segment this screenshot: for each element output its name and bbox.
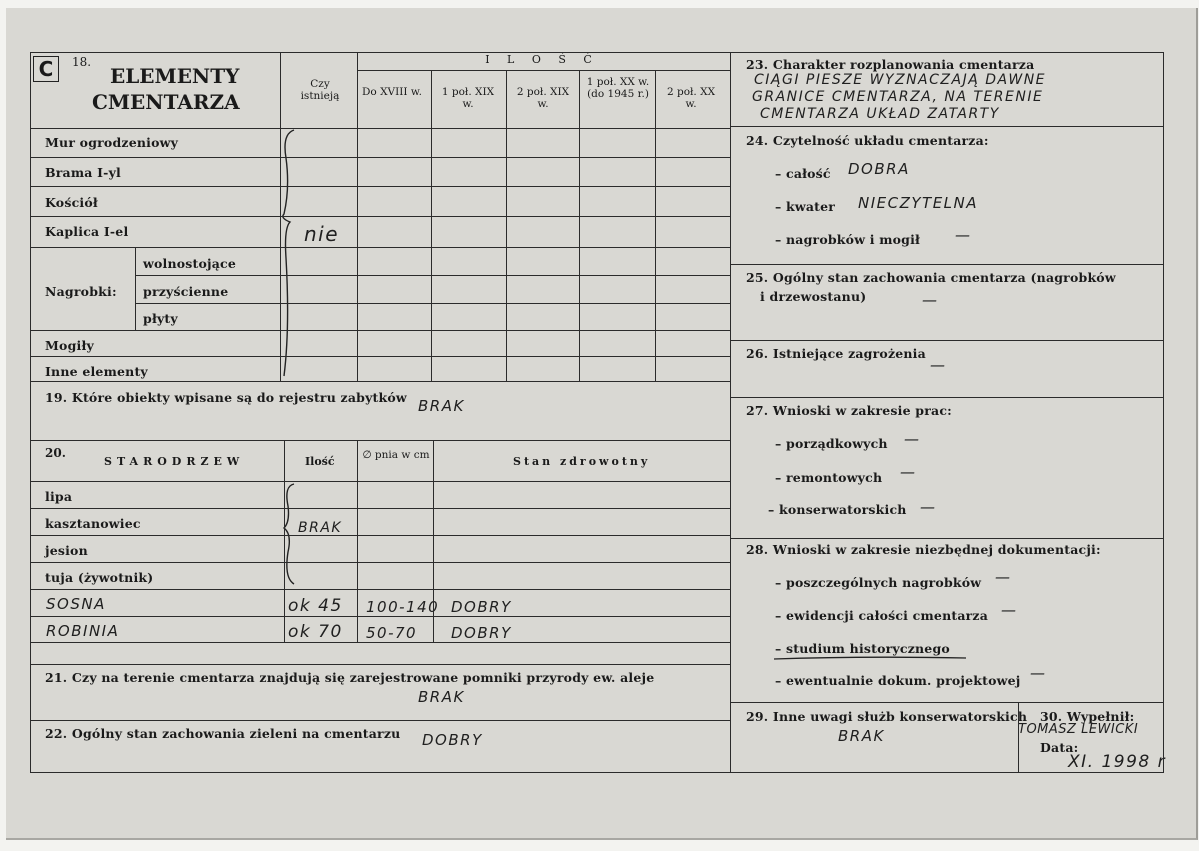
field23-line-3: CMENTARZA UKŁAD ZATARTY xyxy=(760,106,1000,122)
field28-value-projektowej: — xyxy=(1030,664,1047,682)
studium-underline xyxy=(772,654,968,662)
field28-value-nagrobkow: — xyxy=(995,568,1012,586)
field25-value: — xyxy=(922,291,939,309)
row-nagrobki-plyty: płyty xyxy=(143,311,178,326)
row-kaplica: Kaplica I-el xyxy=(45,224,129,239)
field29-value: BRAK xyxy=(838,727,885,745)
field26-value: — xyxy=(930,356,947,374)
row-mogily: Mogiły xyxy=(45,338,94,353)
field30-date: XI. 1998 r xyxy=(1068,752,1167,772)
field28-item-nagrobkow: – poszczególnych nagrobków xyxy=(775,575,982,590)
field23-line-1: CIĄGI PIESZE WYZNACZAJĄ DAWNE xyxy=(754,72,1047,88)
col-exists-header: Czy istnieją xyxy=(300,78,340,102)
field22-label: 22. Ogólny stan zachowania zieleni na cmentarzu xyxy=(45,726,401,741)
tree-lipa: lipa xyxy=(45,489,73,504)
period-col-2: 1 poł. XIX w. xyxy=(441,86,495,110)
tree-tuja: tuja (żywotnik) xyxy=(45,570,154,585)
field27-value-konserwatorskich: — xyxy=(920,498,937,516)
period-col-4: 1 poł. XX w. (do 1945 r.) xyxy=(586,76,650,100)
field27-item-porzadkowych: – porządkowych xyxy=(775,436,888,451)
field24-value-nagrobkow: — xyxy=(955,226,972,244)
field28-label: 28. Wnioski w zakresie niezbędnej dokumentacji: xyxy=(746,542,1101,557)
tree-kasztanowiec: kasztanowiec xyxy=(45,516,141,531)
field22-value: DOBRY xyxy=(422,731,483,749)
tree-row-health: DOBRY xyxy=(451,624,512,642)
field20-col-diameter: ∅ pnia w cm xyxy=(362,449,430,461)
field24-value-calosc: DOBRA xyxy=(848,160,910,178)
period-col-3: 2 poł. XIX w. xyxy=(516,86,570,110)
field30-name: TOMASZ LEWICKI xyxy=(1018,722,1139,737)
field20-col-health: Stan zdrowotny xyxy=(513,455,651,468)
row-inne: Inne elementy xyxy=(45,364,148,379)
quantity-header: I L O Ś Ć xyxy=(485,53,599,66)
tree-row-qty: ok 45 xyxy=(288,596,343,616)
field28-value-ewidencji: — xyxy=(1001,601,1018,619)
field24-item-calosc: – całość xyxy=(775,166,831,181)
row-nagrobki: Nagrobki: xyxy=(45,284,117,299)
field27-item-konserwatorskich: – konserwatorskich xyxy=(768,502,907,517)
period-col-5: 2 poł. XX w. xyxy=(666,86,716,110)
field24-value-kwater: NIECZYTELNA xyxy=(858,194,979,212)
tree-brak: BRAK xyxy=(298,520,343,536)
field21-label: 21. Czy na terenie cmentarza znajdują się zarejestrowane pomniki przyrody ew. aleje xyxy=(45,670,655,685)
tree-row-name: SOSNA xyxy=(46,595,106,613)
tree-row-diameter: 100-140 xyxy=(366,598,440,616)
tree-row-name: ROBINIA xyxy=(46,622,120,640)
field27-value-remontowych: — xyxy=(900,463,917,481)
section-c-title-1: ELEMENTY xyxy=(110,64,240,88)
field29-label: 29. Inne uwagi służb konserwatorskich xyxy=(746,709,1028,724)
field28-item-studium: – studium historycznego xyxy=(775,641,950,656)
period-col-1: Do XVIII w. xyxy=(362,86,422,98)
field24-label: 24. Czytelność układu cmentarza: xyxy=(746,133,989,148)
field30-label: 30. Wypełnił: xyxy=(1040,709,1135,724)
field28-item-ewidencji: – ewidencji całości cmentarza xyxy=(775,608,989,623)
field20-title: STARODRZEW xyxy=(104,455,245,468)
field24-item-nagrobkow: – nagrobków i mogił xyxy=(775,232,921,247)
exists-value: nie xyxy=(304,222,340,246)
field27-item-remontowych: – remontowych xyxy=(775,470,883,485)
tree-row-diameter: 50-70 xyxy=(366,624,418,642)
section-c-title-2: CMENTARZA xyxy=(92,90,240,114)
row-mur: Mur ogrodzeniowy xyxy=(45,135,179,150)
field27-label: 27. Wnioski w zakresie prac: xyxy=(746,403,952,418)
brace-mark xyxy=(280,128,310,380)
field23-label: 23. Charakter rozplanowania cmentarza xyxy=(746,57,1035,72)
field28-item-projektowej: – ewentualnie dokum. projektowej xyxy=(775,673,1021,688)
field30-date-label: Data: xyxy=(1040,740,1079,755)
section-c-badge: C xyxy=(33,56,59,82)
field26-label: 26. Istniejące zagrożenia xyxy=(746,346,926,361)
field23-line-2: GRANICE CMENTARZA, NA TERENIE xyxy=(752,89,1044,105)
row-kosciol: Kościół xyxy=(45,195,98,210)
field25-label-2: i drzewostanu) xyxy=(760,289,867,304)
field19-label: 19. Które obiekty wpisane są do rejestru zabytków xyxy=(45,390,407,405)
field19-value: BRAK xyxy=(418,397,465,415)
tree-jesion: jesion xyxy=(45,543,88,558)
field20-col-qty: Ilość xyxy=(305,455,335,468)
row-brama: Brama I-yl xyxy=(45,165,121,180)
field25-label-1: 25. Ogólny stan zachowania cmentarza (nagrobków xyxy=(746,270,1116,285)
row-nagrobki-przyscienne: przyścienne xyxy=(143,284,229,299)
field20-number: 20. xyxy=(45,446,66,460)
field24-item-kwater: – kwater xyxy=(775,199,836,214)
section-c-number: 18. xyxy=(72,55,92,69)
field27-value-porzadkowych: — xyxy=(904,430,921,448)
tree-row-health: DOBRY xyxy=(451,598,512,616)
row-nagrobki-wolnostojace: wolnostojące xyxy=(143,256,237,271)
tree-row-qty: ok 70 xyxy=(288,622,343,642)
field21-value: BRAK xyxy=(418,688,465,706)
